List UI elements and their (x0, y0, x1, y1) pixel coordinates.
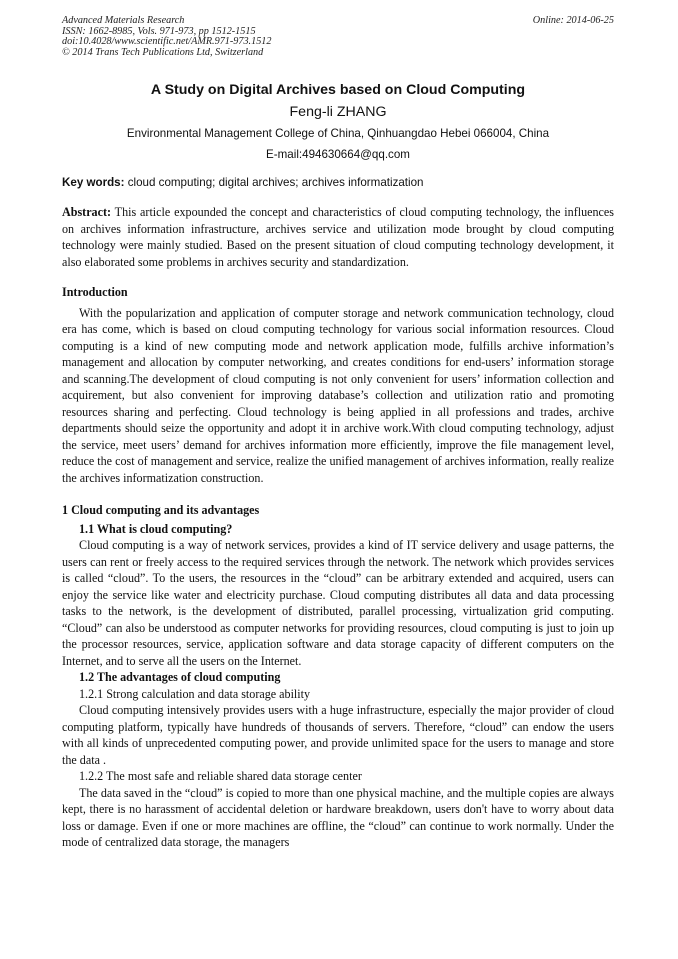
author-affiliation: Environmental Management College of China, Qinhuangdao Hebei 066004, China (126, 127, 550, 140)
journal-header (62, 16, 614, 58)
abstract-paragraph (62, 204, 614, 270)
section1-1-paragraph: Cloud computing is a way of network services, provides a kind of IT service delivery and usage patterns, the users can rent or freely access to the required services through the network. The network which provides services is called “cloud”. To the users, the resources in the “cloud” can be arbitrary extended and acquired, users can enjoy the service like water and electricity purchase. Cloud computing distributes all data and data processing tasks to the network, is the development of distributed, parallel processing, virtualization grid computing. “Cloud” can also be understood as computer networks for providing resources, cloud computing is just to join up the processor resources, service, application software and data storage capacity of different computers on the Internet, and to serve all the users on the Internet. (62, 538, 614, 668)
section1-2-2-paragraph: The data saved in the “cloud” is copied to more than one physical machine, and the multiple copies are always kept, there is no harassment of accidental deletion or hardware breakdown, users don't have to worry about data loss or damage. Even if one or more machines are offline, the “cloud” can continue to work normally. Under the mode of centralized data storage, the managers (62, 785, 614, 849)
section1-1-heading: 1.1 What is cloud computing? (79, 521, 233, 536)
paper-page (62, 16, 614, 851)
keywords-label: Key words: (62, 176, 125, 189)
section1-2-1-heading: 1.2.1 Strong calculation and data storage ability (79, 686, 311, 701)
keywords-line (62, 175, 614, 190)
introduction-heading: Introduction (62, 285, 128, 299)
section1-2-1-paragraph: Cloud computing intensively provides users with a huge infrastructure, especially the major provider of cloud computing platform, typically have hundreds of thousands of servers. Therefore, “cloud” can endow the users with all kinds of unprecedented computing power, and provide unlimited space for the users to manage and store the data . (62, 703, 614, 767)
section1-2-2-heading: 1.2.2 The most safe and reliable shared data storage center (79, 769, 362, 783)
copyright-line: © 2014 Trans Tech Publications Ltd, Switzerland (62, 46, 264, 58)
online-date: Online: 2014-06-25 (532, 15, 614, 26)
section1-2-heading: 1.2 The advantages of cloud computing (79, 670, 281, 684)
author-email: E-mail:494630664@qq.com (266, 148, 410, 161)
journal-name: Advanced Materials Research (62, 15, 185, 26)
issn-line: ISSN: 1662-8985, Vols. 971-973, pp 1512-1515 (62, 25, 256, 37)
abstract-label: Abstract: (62, 205, 112, 219)
paper-title: A Study on Digital Archives based on Cloud Computing (150, 82, 526, 98)
keywords-text: cloud computing; digital archives; archives informatization (124, 176, 424, 189)
section1-heading: 1 Cloud computing and its advantages (62, 503, 260, 517)
introduction-paragraph: With the popularization and application of computer storage and network communication technology, cloud era has come, which is based on cloud computing technology for various social information resources. Cloud computing is a kind of new computing mode and network application mode, fulfills archive information’s management and allocation by computer networking, and creates conditions for end-users’ information storage and scanning.The development of cloud computing is not only convenient for users’ information collection and acquirement, but also convenient for improving database’s collection and utilization ratio and promoting resources sharing and perfecting. Cloud technology is being applied in all professions and trades, archive departments should seize the opportunity and adopt it in archive work.With cloud computing technology, adjust the service, meet users’ demand for archives information more efficiently, improve the file management level, reduce the cost of management and service, realize the unified management of archives information, really realize the archives informatization construction. (62, 305, 614, 485)
abstract-text: This article expounded the concept and characteristics of cloud computing technology, the influences on archives information infrastructure, archives service and utilization mode brought by cloud computing technology were mainly studied. Based on the present situation of cloud computing technology development, it also elaborated some problems in archives security and standardization. (62, 205, 614, 269)
author-name: Feng-li ZHANG (289, 104, 387, 120)
doi-line: doi:10.4028/www.scientific.net/AMR.971-973.1512 (62, 36, 272, 47)
